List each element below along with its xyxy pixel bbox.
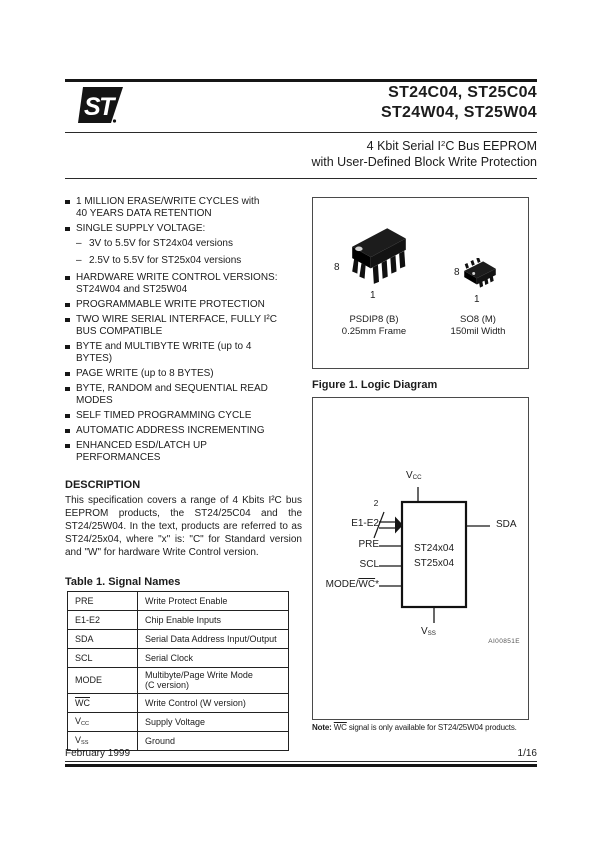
signal-name-cell: $V_{CC}$ — [68, 713, 138, 732]
feature-item: AUTOMATIC ADDRESS INCREMENTING — [65, 425, 297, 437]
description-heading: DESCRIPTION — [65, 479, 141, 491]
mode-wc-label: MODE/$\overline{WC}*$ — [325, 579, 379, 590]
pin-8-label: 8 — [334, 262, 340, 273]
signal-name-cell: SDA — [68, 630, 138, 649]
signal-name-cell: $\overline{WC}$ — [68, 694, 138, 713]
package-name: PSDIP8 (B) — [349, 314, 399, 325]
feature-item: TWO WIRE SERIAL INTERFACE, FULLY I²C BUS COMPATIBLE — [65, 314, 297, 338]
figure-reference-code: AI00851E — [488, 638, 520, 645]
feature-item: SINGLE SUPPLY VOLTAGE: — [65, 223, 297, 235]
signal-name-cell: E1-E2 — [68, 611, 138, 630]
vcc-label: $V_{CC}$ — [406, 470, 422, 482]
signal-table-title: Table 1. Signal Names — [65, 576, 181, 588]
features-list — [65, 196, 297, 467]
logic-diagram — [313, 398, 528, 719]
footer-date: February 1999 — [65, 748, 131, 759]
package-detail: 0.25mm Frame — [341, 326, 407, 337]
sda-label: SDA — [496, 519, 517, 530]
signal-desc-cell: Ground — [138, 732, 289, 751]
footer-rule-thin — [65, 761, 537, 762]
description-text: This specification covers a range of 4 Kbits I²C bus EEPROM products, the ST24/25C04 and the ST24/25W04. In the text, products are referred to as ST24/25x04, where "x" is: "C" for Standard version and "W" for hardware Write Control version. — [65, 495, 302, 558]
table-row — [68, 694, 289, 713]
subtitle-line2: with User-Defined Block Write Protection — [311, 155, 537, 170]
feature-item: ENHANCED ESD/LATCH UP PERFORMANCES — [65, 440, 297, 464]
feature-item: HARDWARE WRITE CONTROL VERSIONS: ST24W04 and ST25W04 — [65, 272, 297, 296]
table-row — [68, 668, 289, 694]
signal-desc-cell: Chip Enable Inputs — [138, 611, 289, 630]
package-options-box — [312, 197, 529, 369]
pin-1-label: 1 — [370, 290, 376, 301]
feature-item: 1 MILLION ERASE/WRITE CYCLES with 40 YEARS DATA RETENTION — [65, 196, 297, 220]
signal-desc-cell: Multibyte/Page Write Mode (C version) — [138, 668, 289, 694]
figure-box — [312, 397, 529, 720]
vss-label: $V_{SS}$ — [421, 626, 436, 638]
e1-e2-label: E1-E2 — [351, 518, 379, 529]
psdip8-package — [324, 222, 424, 342]
table-row — [68, 649, 289, 668]
signal-name-cell: MODE — [68, 668, 138, 694]
signal-desc-cell: Supply Voltage — [138, 713, 289, 732]
table-row — [68, 592, 289, 611]
feature-item: BYTE, RANDOM and SEQUENTIAL READ MODES — [65, 383, 297, 407]
signal-name-cell: SCL — [68, 649, 138, 668]
feature-item: PAGE WRITE (up to 8 BYTES) — [65, 368, 297, 380]
signal-names-table — [67, 591, 289, 751]
product-title-line2: ST24W04, ST25W04 — [381, 104, 537, 121]
signal-desc-cell: Write Protect Enable — [138, 592, 289, 611]
feature-item: BYTE and MULTIBYTE WRITE (up to 4 BYTES) — [65, 341, 297, 365]
header-top-rule — [65, 79, 537, 82]
document-subtitle — [311, 136, 537, 171]
so8-package-icon — [460, 258, 500, 290]
feature-subitem: – 3V to 5.5V for ST24x04 versions — [65, 238, 297, 250]
subtitle-line1: 4 Kbit Serial $I^2C$ Bus EEPROM — [366, 138, 537, 153]
psdip8-package-icon — [346, 222, 412, 288]
signal-name-cell: $V_{SS}$ — [68, 732, 138, 751]
so8-package — [428, 222, 528, 342]
st-logo-text: ST — [84, 93, 113, 121]
feature-item: PROGRAMMABLE WRITE PROTECTION — [65, 299, 297, 311]
product-title-line1: ST24C04, ST25C04 — [388, 84, 537, 101]
page-number: 1/16 — [517, 748, 537, 759]
product-title — [381, 83, 537, 123]
scl-label: SCL — [359, 559, 379, 570]
feature-subitem: – 2.5V to 5.5V for ST25x04 versions — [65, 255, 297, 267]
package-detail: 150mil Width — [450, 326, 506, 337]
pin-8-label: 8 — [454, 267, 460, 278]
signal-desc-cell: Write Control (W version) — [138, 694, 289, 713]
pre-label: PRE — [358, 539, 379, 550]
table-row — [68, 630, 289, 649]
signal-desc-cell: Serial Data Address Input/Output — [138, 630, 289, 649]
table-row — [68, 611, 289, 630]
header-divider — [65, 132, 537, 133]
subtitle-divider — [65, 178, 537, 179]
pin-1-label: 1 — [474, 294, 480, 305]
feature-item: SELF TIMED PROGRAMMING CYCLE — [65, 410, 297, 422]
table-row — [68, 713, 289, 732]
package-name: SO8 (M) — [460, 314, 496, 325]
footer-rule-thick — [65, 764, 537, 767]
figure-title: Figure 1. Logic Diagram — [312, 379, 438, 391]
signal-desc-cell: Serial Clock — [138, 649, 289, 668]
st-logo-icon — [67, 86, 125, 126]
figure-note: Note: $\overline{WC}$ signal is only available for ST24/25W04 products. — [312, 723, 517, 732]
signal-name-cell: PRE — [68, 592, 138, 611]
chip-name: ST24x04 ST25x04 — [413, 543, 455, 569]
i2c-superscript: 2 — [441, 139, 446, 148]
bus-width-label: 2 — [373, 498, 379, 508]
